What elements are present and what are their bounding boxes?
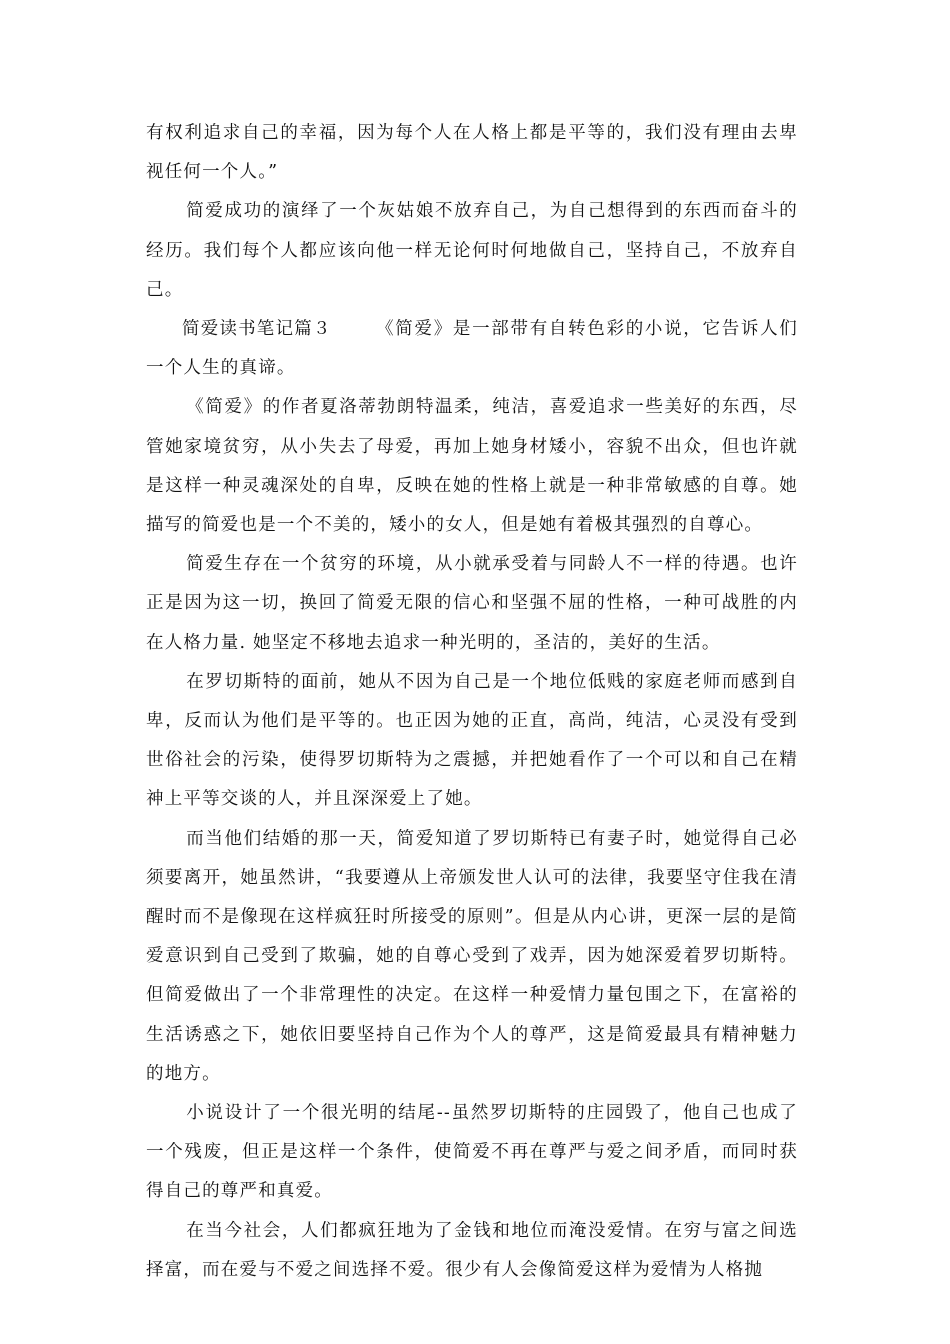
paragraph-continuation: 有权利追求自己的幸福，因为每个人在人格上都是平等的，我们没有理由去卑视任何一个人。”: [146, 123, 798, 183]
paragraph: 《简爱》的作者夏洛蒂勃朗特温柔，纯洁，喜爱追求一些美好的东西，尽管她家境贫穷，从小失去了母爱，再加上她身材矮小，容貌不出众，但也许就是这样一种灵魂深处的自卑，反映在她的性格上就是一种非常敏感的自尊。她描写的简爱也是一个不美的，矮小的女人，但是她有着极其强烈的自尊心。: [146, 397, 798, 536]
paragraph: 小说设计了一个很光明的结尾--虽然罗切斯特的庄园毁了，他自己也成了一个残废，但正是这样一个条件，使简爱不再在尊严与爱之间矛盾，而同时获得自己的尊严和真爱。: [146, 1103, 798, 1202]
section-intro-text: 《简爱》是一部带有自转色彩的小说，它告诉人们一个人生的真谛。: [146, 319, 798, 379]
document-body: [146, 114, 798, 1290]
paragraph: 而当他们结婚的那一天，简爱知道了罗切斯特已有妻子时，她觉得自己必须要离开，她虽然讲，“我要遵从上帝颁发世人认可的法律，我要坚守住我在清醒时而不是像现在这样疯狂时所接受的原则”。但是从内心讲，更深一层的是简爱意识到自己受到了欺骗，她的自尊心受到了戏弄，因为她深爱着罗切斯特。但简爱做出了一个非常理性的决定。在这样一种爱情力量包围之下，在富裕的生活诱惑之下，她依旧要坚持自己作为个人的尊严，这是简爱最具有精神魅力的地方。: [146, 828, 798, 1084]
paragraph: 在当今社会，人们都疯狂地为了金钱和地位而淹没爱情。在穷与富之间选择富，而在爱与不爱之间选择不爱。很少有人会像简爱这样为爱情为人格抛: [146, 1220, 798, 1280]
paragraph: 在罗切斯特的面前，她从不因为自己是一个地位低贱的家庭老师而感到自卑，反而认为他们是平等的。也正因为她的正直，高尚，纯洁，心灵没有受到世俗社会的污染，使得罗切斯特为之震撼，并把她看作了一个可以和自己在精神上平等交谈的人，并且深深爱上了她。: [146, 671, 798, 810]
section-heading-paragraph: [146, 310, 798, 388]
section-heading: 简爱读书笔记篇３: [182, 319, 332, 340]
paragraph: 简爱成功的演绎了一个灰姑娘不放弃自己，为自己想得到的东西而奋斗的经历。我们每个人都应该向他一样无论何时何地做自己，坚持自己，不放弃自己。: [146, 201, 798, 300]
paragraph: 简爱生存在一个贫穷的环境，从小就承受着与同龄人不一样的待遇。也许正是因为这一切，换回了简爱无限的信心和坚强不屈的性格，一种可战胜的内在人格力量. 她坚定不移地去追求一种光明的，圣洁的，美好的生活。: [146, 554, 798, 653]
